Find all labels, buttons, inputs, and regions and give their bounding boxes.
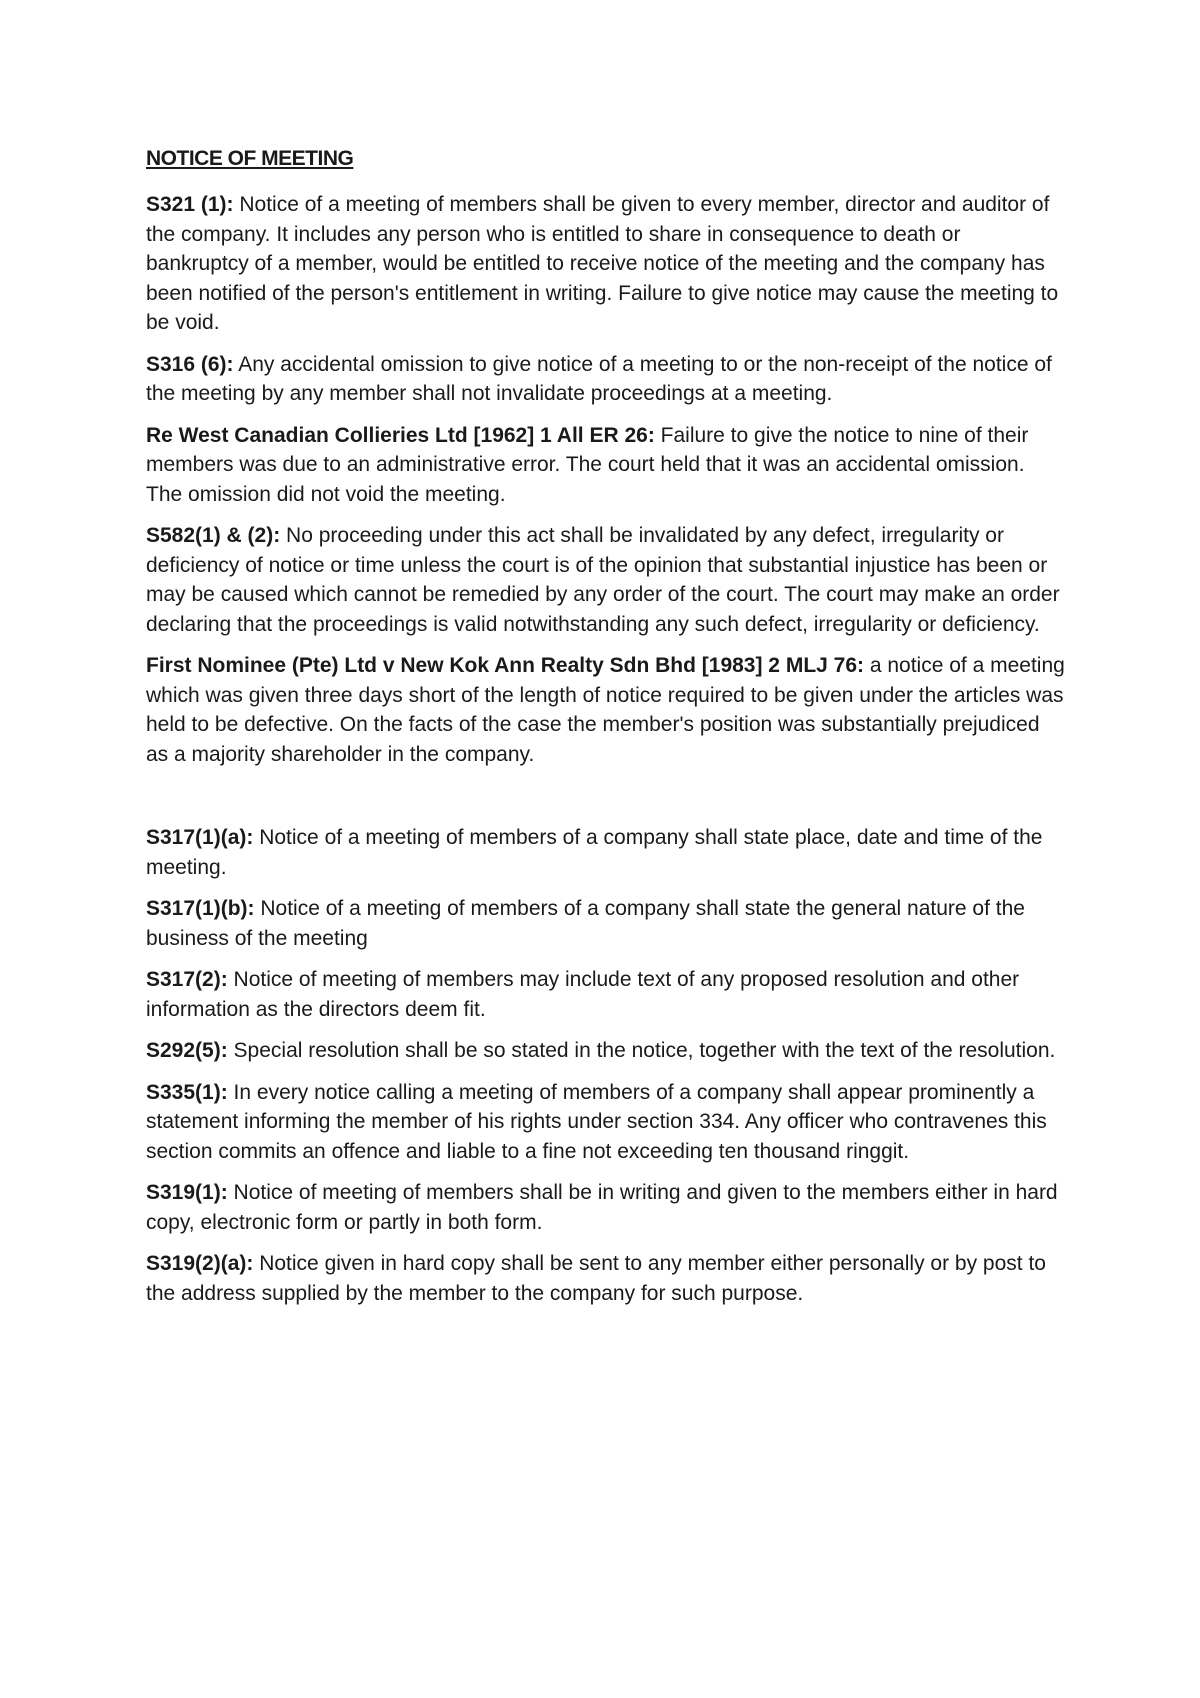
paragraph-text: Notice given in hard copy shall be sent to any member either personally or by post to the address supplied by the member to the company for such purpose. (146, 1252, 1046, 1305)
section-reference: S319(1): (146, 1181, 228, 1204)
section-before (146, 190, 1066, 769)
section-reference: S582(1) & (2): (146, 524, 281, 547)
paragraph (146, 421, 1066, 510)
paragraph (146, 521, 1066, 639)
paragraph (146, 894, 1066, 953)
paragraph-text: In every notice calling a meeting of members of a company shall appear prominently a statement informing the member of his rights under section 334. Any officer who contravenes this section commits an offence and liable to a fine not exceeding ten thousand ringgit. (146, 1080, 1047, 1163)
case-reference: First Nominee (Pte) Ltd v New Kok Ann Realty Sdn Bhd [1983] 2 MLJ 76: (146, 654, 865, 677)
paragraph-text: Notice of a meeting of members of a company shall state place, date and time of the meeting. (146, 826, 1043, 879)
case-reference: Re West Canadian Collieries Ltd [1962] 1 All ER 26: (146, 423, 655, 447)
paragraph-text: Notice of meeting of members shall be in writing and given to the members either in hard copy, electronic form or partly in both form. (146, 1181, 1058, 1234)
section-reference: S317(1)(a): (146, 826, 254, 849)
section-after (146, 823, 1066, 1308)
document-title: NOTICE OF MEETING (146, 147, 354, 170)
paragraph (146, 651, 1066, 769)
section-reference: S316 (6): (146, 352, 234, 376)
paragraph-text: Any accidental omission to give notice of a meeting to or the non-receipt of the notice of the meeting by any member shall not invalidate proceedings at a meeting. (146, 352, 1052, 405)
paragraph-text: No proceeding under this act shall be invalidated by any defect, irregularity or deficiency of notice or time unless the court is of the opinion that substantial injustice has been or may be caused which cannot be remedied by any order of the court. The court may make an order declaring that the proceedings is valid notwithstanding any such defect, irregularity or deficiency. (146, 524, 1060, 636)
paragraph-text: Notice of meeting of members may include text of any proposed resolution and other information as the directors deem fit. (146, 968, 1020, 1021)
paragraph-text: Special resolution shall be so stated in the notice, together with the text of the resolution. (227, 1039, 1056, 1062)
section-reference: S317(2): (146, 968, 228, 991)
paragraph (146, 823, 1066, 882)
section-reference: S321 (1): (146, 193, 234, 216)
section-reference: S335(1): (146, 1080, 228, 1104)
paragraph (146, 1178, 1066, 1237)
blank-line (146, 781, 1066, 823)
paragraph (146, 1036, 1066, 1066)
section-reference: S317(1)(b): (146, 897, 255, 920)
paragraph-text: a notice of a meeting which was given three days short of the length of notice required to be given under the articles was held to be defective. On the facts of the case the member's position was substantially prejudiced as a majority shareholder in the company. (146, 654, 1065, 766)
paragraph-text: Notice of a meeting of members shall be given to every member, director and auditor of the company. It includes any person who is entitled to share in consequence to death or bankruptcy of a member, would be entitled to receive notice of the meeting and the company has been notified of the person's entitlement in writing. Failure to give notice may cause the meeting to be void. (146, 193, 1059, 334)
paragraph (146, 190, 1066, 338)
section-reference: S292(5): (146, 1039, 228, 1062)
document-page (146, 144, 1066, 1320)
paragraph (146, 1078, 1066, 1167)
paragraph-text: Failure to give the notice to nine of their members was due to an administrative error. The court held that it was an accidental omission. The omission did not void the meeting. (146, 423, 1029, 506)
section-reference: S319(2)(a): (146, 1252, 254, 1275)
paragraph (146, 965, 1066, 1024)
paragraph (146, 1249, 1066, 1308)
paragraph-text: Notice of a meeting of members of a company shall state the general nature of the business of the meeting (146, 897, 1025, 950)
paragraph (146, 350, 1066, 409)
